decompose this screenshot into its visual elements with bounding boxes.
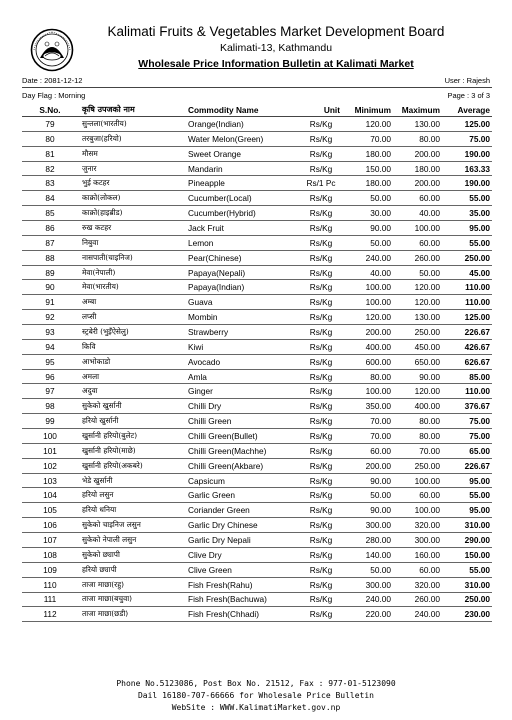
cell-commodity: Clive Dry (186, 547, 296, 562)
cell-minimum: 300.00 (346, 518, 395, 533)
cell-nepali-name: अमला (78, 369, 186, 384)
cell-commodity: Papaya(Indian) (186, 280, 296, 295)
cell-unit: Rs/Kg (296, 206, 346, 221)
cell-minimum: 80.00 (346, 369, 395, 384)
cell-maximum: 100.00 (395, 221, 444, 236)
cell-minimum: 180.00 (346, 176, 395, 191)
cell-minimum: 300.00 (346, 577, 395, 592)
cell-nepali-name: अम्बा (78, 295, 186, 310)
cell-unit: Rs/Kg (296, 265, 346, 280)
cell-minimum: 50.00 (346, 488, 395, 503)
cell-sno: 106 (22, 518, 78, 533)
cell-sno: 98 (22, 399, 78, 414)
cell-commodity: Chilli Green(Bullet) (186, 429, 296, 444)
cell-sno: 100 (22, 429, 78, 444)
cell-sno: 83 (22, 176, 78, 191)
cell-average: 376.67 (444, 399, 492, 414)
cell-sno: 109 (22, 562, 78, 577)
cell-minimum: 240.00 (346, 250, 395, 265)
cell-average: 95.00 (444, 221, 492, 236)
cell-average: 125.00 (444, 310, 492, 325)
cell-sno: 95 (22, 354, 78, 369)
cell-maximum: 130.00 (395, 117, 444, 132)
cell-maximum: 240.00 (395, 607, 444, 622)
cell-maximum: 650.00 (395, 354, 444, 369)
cell-sno: 79 (22, 117, 78, 132)
cell-average: 310.00 (444, 577, 492, 592)
cell-nepali-name: अदुवा (78, 384, 186, 399)
cell-maximum: 250.00 (395, 458, 444, 473)
cell-minimum: 200.00 (346, 458, 395, 473)
cell-unit: Rs/Kg (296, 562, 346, 577)
cell-nepali-name: मौसम (78, 146, 186, 161)
cell-sno: 101 (22, 443, 78, 458)
cell-minimum: 280.00 (346, 533, 395, 548)
cell-minimum: 60.00 (346, 443, 395, 458)
board-address: Kalimati-13, Kathmandu (219, 42, 333, 54)
cell-commodity: Chilli Green (186, 414, 296, 429)
cell-average: 626.67 (444, 354, 492, 369)
cell-maximum: 200.00 (395, 176, 444, 191)
table-row (22, 295, 492, 310)
cell-nepali-name: मेवा(भारतीय) (78, 280, 186, 295)
cell-maximum: 250.00 (395, 325, 444, 340)
table-row (22, 176, 492, 191)
cell-average: 55.00 (444, 562, 492, 577)
cell-maximum: 70.00 (395, 443, 444, 458)
cell-nepali-name: हरियो खुर्सानी (78, 414, 186, 429)
cell-unit: Rs/Kg (296, 250, 346, 265)
cell-nepali-name: तरबुजा(हरियो) (78, 131, 186, 146)
cell-nepali-name: ताजा माछा(छडी) (78, 607, 186, 622)
table-row (22, 310, 492, 325)
cell-nepali-name: सुकेको नेपाली लसुन (78, 533, 186, 548)
cell-unit: Rs/Kg (296, 295, 346, 310)
cell-sno: 102 (22, 458, 78, 473)
cell-average: 250.00 (444, 592, 492, 607)
cell-nepali-name: काक्रो(लोकल) (78, 191, 186, 206)
cell-nepali-name: खुर्सानी हरियो(बुलेट) (78, 429, 186, 444)
cell-unit: Rs/Kg (296, 191, 346, 206)
cell-minimum: 40.00 (346, 265, 395, 280)
table-row (22, 518, 492, 533)
cell-unit: Rs/Kg (296, 369, 346, 384)
cell-maximum: 80.00 (395, 429, 444, 444)
cell-sno: 85 (22, 206, 78, 221)
cell-nepali-name: काक्रो(हाइब्रीड) (78, 206, 186, 221)
cell-nepali-name: हरियो छ्यापी (78, 562, 186, 577)
cell-nepali-name: स्ट्रबेरी (भुइँऐसेलु) (78, 325, 186, 340)
cell-nepali-name: भेडे खुर्सानी (78, 473, 186, 488)
cell-commodity: Kiwi (186, 339, 296, 354)
cell-unit: Rs/Kg (296, 488, 346, 503)
cell-minimum: 240.00 (346, 592, 395, 607)
cell-unit: Rs/Kg (296, 533, 346, 548)
cell-sno: 88 (22, 250, 78, 265)
cell-nepali-name: सुन्तला(भारतीय) (78, 117, 186, 132)
cell-maximum: 80.00 (395, 414, 444, 429)
cell-minimum: 90.00 (346, 503, 395, 518)
cell-unit: Rs/Kg (296, 592, 346, 607)
cell-average: 65.00 (444, 443, 492, 458)
cell-average: 95.00 (444, 473, 492, 488)
cell-commodity: Chilli Dry (186, 399, 296, 414)
cell-nepali-name: खुर्सानी हरियो(अकबरे) (78, 458, 186, 473)
col-header-sno: S.No. (22, 103, 78, 117)
cell-commodity: Mandarin (186, 161, 296, 176)
cell-maximum: 60.00 (395, 562, 444, 577)
cell-commodity: Amla (186, 369, 296, 384)
cell-commodity: Pineapple (186, 176, 296, 191)
cell-minimum: 150.00 (346, 161, 395, 176)
cell-commodity: Coriander Green (186, 503, 296, 518)
cell-nepali-name: सुकेको खुर्सानी (78, 399, 186, 414)
table-row (22, 384, 492, 399)
cell-minimum: 90.00 (346, 221, 395, 236)
table-row (22, 206, 492, 221)
cell-maximum: 400.00 (395, 399, 444, 414)
cell-sno: 91 (22, 295, 78, 310)
cell-nepali-name: ताजा माछा(रहु) (78, 577, 186, 592)
cell-maximum: 450.00 (395, 339, 444, 354)
cell-average: 310.00 (444, 518, 492, 533)
cell-sno: 105 (22, 503, 78, 518)
table-row (22, 146, 492, 161)
cell-maximum: 120.00 (395, 384, 444, 399)
cell-maximum: 40.00 (395, 206, 444, 221)
cell-average: 190.00 (444, 176, 492, 191)
cell-minimum: 70.00 (346, 131, 395, 146)
cell-commodity: Clive Green (186, 562, 296, 577)
table-row (22, 547, 492, 562)
cell-commodity: Chilli Green(Machhe) (186, 443, 296, 458)
cell-unit: Rs/Kg (296, 473, 346, 488)
table-row (22, 443, 492, 458)
cell-minimum: 140.00 (346, 547, 395, 562)
cell-unit: Rs/Kg (296, 280, 346, 295)
cell-maximum: 320.00 (395, 577, 444, 592)
table-row (22, 503, 492, 518)
cell-sno: 94 (22, 339, 78, 354)
cell-sno: 87 (22, 235, 78, 250)
cell-unit: Rs/Kg (296, 325, 346, 340)
cell-unit: Rs/Kg (296, 607, 346, 622)
cell-nepali-name: मेवा(नेपाली) (78, 265, 186, 280)
cell-unit: Rs/Kg (296, 458, 346, 473)
cell-average: 85.00 (444, 369, 492, 384)
cell-commodity: Fish Fresh(Chhadi) (186, 607, 296, 622)
report-date: Date : 2081-12-12 (22, 76, 83, 85)
cell-sno: 104 (22, 488, 78, 503)
cell-unit: Rs/Kg (296, 117, 346, 132)
cell-sno: 96 (22, 369, 78, 384)
cell-nepali-name: सुकेको छ्यापी (78, 547, 186, 562)
cell-maximum: 260.00 (395, 250, 444, 265)
cell-sno: 82 (22, 161, 78, 176)
cell-nepali-name: जुनार (78, 161, 186, 176)
cell-maximum: 180.00 (395, 161, 444, 176)
cell-unit: Rs/Kg (296, 221, 346, 236)
cell-nepali-name: निबुवा (78, 235, 186, 250)
cell-average: 55.00 (444, 191, 492, 206)
cell-commodity: Water Melon(Green) (186, 131, 296, 146)
cell-maximum: 60.00 (395, 235, 444, 250)
cell-maximum: 60.00 (395, 191, 444, 206)
table-header-row (22, 103, 492, 117)
cell-maximum: 100.00 (395, 503, 444, 518)
footer-dial: Dail 16180-707-66666 for Wholesale Price Bulletin (137, 691, 374, 700)
cell-minimum: 100.00 (346, 295, 395, 310)
col-header-commodity: Commodity Name (186, 103, 296, 117)
table-row (22, 280, 492, 295)
table-row (22, 339, 492, 354)
cell-maximum: 320.00 (395, 518, 444, 533)
cell-average: 226.67 (444, 325, 492, 340)
price-table (22, 103, 492, 622)
cell-minimum: 180.00 (346, 146, 395, 161)
cell-minimum: 70.00 (346, 414, 395, 429)
cell-average: 95.00 (444, 503, 492, 518)
cell-unit: Rs/Kg (296, 518, 346, 533)
cell-unit: Rs/Kg (296, 503, 346, 518)
table-row (22, 221, 492, 236)
cell-sno: 84 (22, 191, 78, 206)
cell-unit: Rs/Kg (296, 339, 346, 354)
cell-maximum: 90.00 (395, 369, 444, 384)
cell-average: 75.00 (444, 429, 492, 444)
cell-nepali-name: भुई कटहर (78, 176, 186, 191)
cell-commodity: Capsicum (186, 473, 296, 488)
cell-maximum: 50.00 (395, 265, 444, 280)
cell-maximum: 160.00 (395, 547, 444, 562)
cell-minimum: 50.00 (346, 191, 395, 206)
cell-commodity: Cucumber(Hybrid) (186, 206, 296, 221)
cell-unit: Rs/Kg (296, 443, 346, 458)
table-row (22, 325, 492, 340)
cell-minimum: 30.00 (346, 206, 395, 221)
col-header-nepali-name: कृषि उपजको नाम (78, 103, 186, 117)
cell-average: 190.00 (444, 146, 492, 161)
cell-average: 45.00 (444, 265, 492, 280)
cell-average: 290.00 (444, 533, 492, 548)
cell-average: 35.00 (444, 206, 492, 221)
cell-nepali-name: हरियो धनिया (78, 503, 186, 518)
cell-commodity: Jack Fruit (186, 221, 296, 236)
table-row (22, 562, 492, 577)
header-divider (22, 87, 492, 88)
cell-sno: 112 (22, 607, 78, 622)
cell-maximum: 200.00 (395, 146, 444, 161)
cell-maximum: 120.00 (395, 280, 444, 295)
cell-average: 55.00 (444, 488, 492, 503)
cell-maximum: 120.00 (395, 295, 444, 310)
cell-minimum: 100.00 (346, 280, 395, 295)
cell-minimum: 120.00 (346, 117, 395, 132)
cell-unit: Rs/Kg (296, 414, 346, 429)
table-row (22, 117, 492, 132)
cell-sno: 90 (22, 280, 78, 295)
cell-commodity: Lemon (186, 235, 296, 250)
table-row (22, 577, 492, 592)
cell-average: 230.00 (444, 607, 492, 622)
report-user: User : Rajesh (444, 76, 490, 85)
col-header-unit: Unit (296, 103, 346, 117)
table-row (22, 607, 492, 622)
table-row (22, 369, 492, 384)
cell-unit: Rs/Kg (296, 547, 346, 562)
table-row (22, 473, 492, 488)
table-row (22, 399, 492, 414)
cell-sno: 92 (22, 310, 78, 325)
cell-commodity: Chilli Green(Akbare) (186, 458, 296, 473)
cell-sno: 86 (22, 221, 78, 236)
cell-unit: Rs/Kg (296, 310, 346, 325)
cell-commodity: Ginger (186, 384, 296, 399)
cell-average: 110.00 (444, 384, 492, 399)
cell-maximum: 80.00 (395, 131, 444, 146)
board-title: Kalimati Fruits & Vegetables Market Development Board (107, 24, 445, 39)
cell-unit: Rs/Kg (296, 399, 346, 414)
cell-nepali-name: सुकेको चाइनिज लसुन (78, 518, 186, 533)
cell-average: 250.00 (444, 250, 492, 265)
table-row (22, 161, 492, 176)
cell-average: 163.33 (444, 161, 492, 176)
cell-commodity: Garlic Dry Chinese (186, 518, 296, 533)
bulletin-title: Wholesale Price Information Bulletin at Kalimati Market (138, 58, 414, 70)
cell-average: 226.67 (444, 458, 492, 473)
cell-unit: Rs/Kg (296, 131, 346, 146)
table-row (22, 592, 492, 607)
cell-commodity: Fish Fresh(Rahu) (186, 577, 296, 592)
cell-sno: 97 (22, 384, 78, 399)
cell-sno: 108 (22, 547, 78, 562)
table-row (22, 131, 492, 146)
cell-sno: 89 (22, 265, 78, 280)
cell-average: 426.67 (444, 339, 492, 354)
cell-unit: Rs/Kg (296, 235, 346, 250)
cell-maximum: 300.00 (395, 533, 444, 548)
cell-commodity: Strawberry (186, 325, 296, 340)
cell-commodity: Garlic Dry Nepali (186, 533, 296, 548)
cell-minimum: 70.00 (346, 429, 395, 444)
day-flag: Day Flag : Morning (22, 91, 86, 100)
cell-commodity: Mombin (186, 310, 296, 325)
cell-commodity: Guava (186, 295, 296, 310)
cell-sno: 111 (22, 592, 78, 607)
cell-unit: Rs/Kg (296, 146, 346, 161)
table-row (22, 429, 492, 444)
footer-contact: Phone No.5123086, Post Box No. 21512, Fax : 977-01-5123090 (116, 679, 396, 688)
cell-commodity: Orange(Indian) (186, 117, 296, 132)
cell-average: 150.00 (444, 547, 492, 562)
cell-minimum: 400.00 (346, 339, 395, 354)
cell-commodity: Sweet Orange (186, 146, 296, 161)
cell-average: 55.00 (444, 235, 492, 250)
page-number: Page : 3 of 3 (447, 91, 490, 100)
cell-unit: Rs/Kg (296, 384, 346, 399)
table-row (22, 488, 492, 503)
cell-sno: 93 (22, 325, 78, 340)
cell-minimum: 200.00 (346, 325, 395, 340)
cell-sno: 81 (22, 146, 78, 161)
cell-maximum: 130.00 (395, 310, 444, 325)
footer-website: WebSite : WWW.KalimatiMarket.gov.np (171, 703, 341, 712)
cell-sno: 80 (22, 131, 78, 146)
cell-sno: 99 (22, 414, 78, 429)
cell-average: 110.00 (444, 295, 492, 310)
cell-unit: Rs/Kg (296, 161, 346, 176)
cell-nepali-name: नासपाती(चाइनिज) (78, 250, 186, 265)
cell-maximum: 260.00 (395, 592, 444, 607)
cell-average: 125.00 (444, 117, 492, 132)
cell-unit: Rs/Kg (296, 577, 346, 592)
cell-minimum: 220.00 (346, 607, 395, 622)
cell-sno: 103 (22, 473, 78, 488)
cell-commodity: Garlic Green (186, 488, 296, 503)
cell-minimum: 90.00 (346, 473, 395, 488)
cell-commodity: Avocado (186, 354, 296, 369)
col-header-maximum: Maximum (395, 103, 444, 117)
cell-nepali-name: रुख कटहर (78, 221, 186, 236)
cell-nepali-name: खुर्सानी हरियो(माछे) (78, 443, 186, 458)
cell-nepali-name: हरियो लसुन (78, 488, 186, 503)
cell-commodity: Fish Fresh(Bachuwa) (186, 592, 296, 607)
cell-commodity: Pear(Chinese) (186, 250, 296, 265)
cell-sno: 110 (22, 577, 78, 592)
table-row (22, 191, 492, 206)
cell-nepali-name: आभोकाडो (78, 354, 186, 369)
table-row (22, 414, 492, 429)
cell-nepali-name: ताजा माछा(बचुवा) (78, 592, 186, 607)
cell-average: 110.00 (444, 280, 492, 295)
cell-maximum: 100.00 (395, 473, 444, 488)
cell-unit: Rs/Kg (296, 429, 346, 444)
cell-minimum: 50.00 (346, 235, 395, 250)
col-header-minimum: Minimum (346, 103, 395, 117)
cell-average: 75.00 (444, 131, 492, 146)
cell-minimum: 120.00 (346, 310, 395, 325)
table-row (22, 265, 492, 280)
cell-nepali-name: लप्सी (78, 310, 186, 325)
cell-minimum: 600.00 (346, 354, 395, 369)
cell-commodity: Papaya(Nepali) (186, 265, 296, 280)
cell-commodity: Cucumber(Local) (186, 191, 296, 206)
table-row (22, 235, 492, 250)
cell-sno: 107 (22, 533, 78, 548)
table-row (22, 458, 492, 473)
table-row (22, 250, 492, 265)
cell-minimum: 50.00 (346, 562, 395, 577)
cell-maximum: 60.00 (395, 488, 444, 503)
cell-average: 75.00 (444, 414, 492, 429)
table-row (22, 354, 492, 369)
cell-minimum: 100.00 (346, 384, 395, 399)
cell-unit: Rs/1 Pc (296, 176, 346, 191)
col-header-average: Average (444, 103, 492, 117)
cell-unit: Rs/Kg (296, 354, 346, 369)
cell-nepali-name: किवि (78, 339, 186, 354)
cell-minimum: 350.00 (346, 399, 395, 414)
table-row (22, 533, 492, 548)
